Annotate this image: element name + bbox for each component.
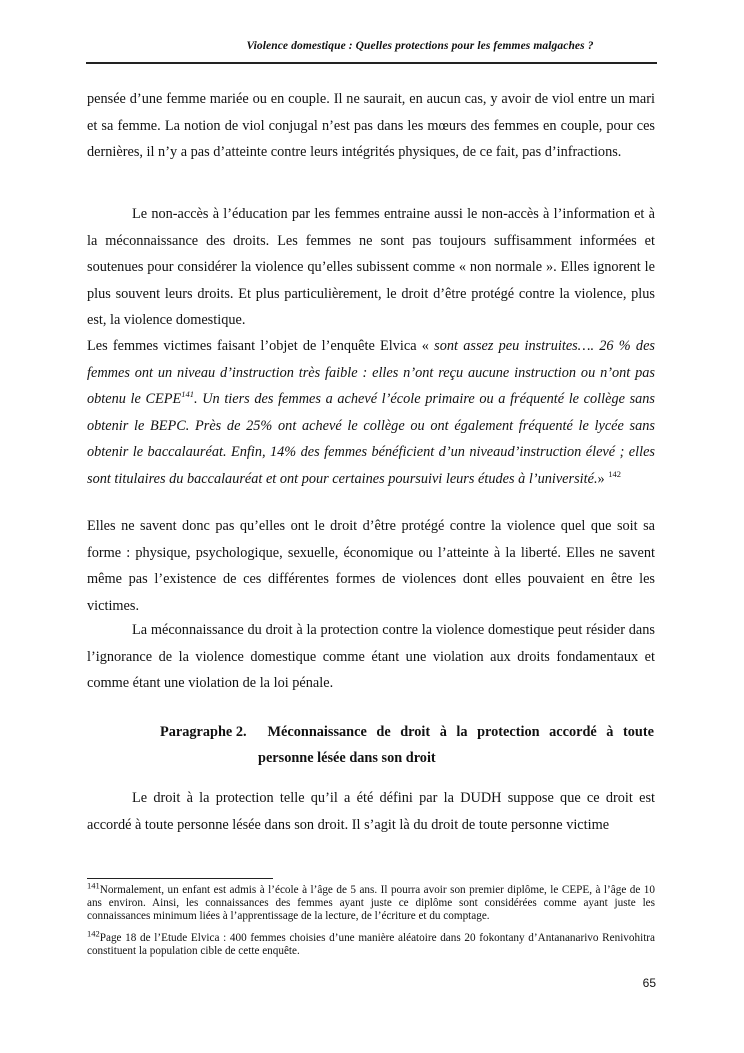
quote-intro: Les femmes victimes faisant l’objet de l’enquête Elvica «: [87, 338, 435, 354]
footnote-number: 142: [87, 928, 100, 939]
page-number: 65: [642, 976, 656, 990]
footnote-ref-142[interactable]: 142: [608, 468, 622, 479]
section-heading-line-2: personne lésée dans son droit: [258, 750, 436, 766]
heading-word: de: [376, 724, 391, 740]
footnote-separator: [87, 878, 273, 879]
section-heading: [160, 719, 654, 771]
heading-word: Méconnaissance: [267, 724, 367, 740]
heading-word: à: [439, 724, 447, 740]
heading-word: à: [606, 724, 614, 740]
footnote-ref-141[interactable]: 141: [181, 389, 194, 400]
footnote-142: [87, 928, 655, 958]
footnote-number: 141: [87, 880, 100, 891]
paragraph-6: Le droit à la protection telle qu’il a été défini par la DUDH suppose que ce droit est accordé à toute personne lésée dans son droit. Il s’agit là du droit de toute personne victime: [87, 790, 655, 833]
paragraph-5: La méconnaissance du droit à la protection contre la violence domestique peut résider dans l’ignorance de la violence domestique comme étant une violation aux droits fondamentaux et comme étant une violation de la loi pénale.: [87, 622, 655, 691]
elvica-quote-part-1: sont assez peu instruites…. 26 % des femmes ont un niveau d’instruction très faible : elles n’ont reçu aucune instruction ou n’ont pas obtenu le CEPE: [87, 338, 655, 407]
header-rule: [86, 62, 657, 64]
footnote-text: Normalement, un enfant est admis à l’école à l’âge de 5 ans. Il pourra avoir son premier diplôme, le CEPE, à l’âge de 10 ans environ. Ainsi, les connaissances des femmes ayant juste ce diplôme sont considérées comme ayant juste les connaissances minimum liées à l’apprentissage de la lecture, de l’écriture et du comptage.: [87, 884, 655, 922]
footnote-text: Page 18 de l’Etude Elvica : 400 femmes choisies d’une manière aléatoire dans 20 fokontany d’Antananarivo Renivohitra constituent la population cible de cette enquête.: [87, 932, 655, 957]
heading-word: droit: [400, 724, 431, 740]
heading-word: toute: [623, 724, 654, 740]
section-heading-line-1: [160, 719, 654, 745]
elvica-quote-part-2: . Un tiers des femmes a achevé l’école primaire ou a fréquenté le collège sans obtenir le BEPC. Près de 25% ont achevé le collège ou ont également fréquenté le lycée sans obtenir le baccalauréat. Enfin, 14% des femmes bénéficient d’un niveaud’instruction élevé ; elles sont titulaires du baccalauréat et ont pour certaines poursuivi leurs études à l’université.: [87, 391, 655, 487]
paragraph-2: Le non-accès à l’éducation par les femmes entraine aussi le non-accès à l’information et à la méconnaissance des droits. Les femmes ne sont pas toujours suffisamment informées et soutenues pour considérer la violence qu’elles subissent comme « non normale ». Elles ignorent le plus souvent leurs droits. Et plus particulièrement, le droit d’être protégé contre la violence, plus est, la violence domestique.: [87, 206, 655, 328]
heading-word: protection: [477, 724, 540, 740]
heading-word: la: [456, 724, 468, 740]
section-heading-label: Paragraphe 2.: [160, 724, 247, 740]
quote-close: »: [597, 470, 609, 487]
paragraph-4: Elles ne savent donc pas qu’elles ont le droit d’être protégé contre la violence quel que soit sa forme : physique, psychologique, sexuelle, économique ou l’atteinte à la liberté. Elles ne savent même pas l’existence de ces différentes formes de violences dont elles pouvaient en être les victimes.: [87, 518, 655, 614]
footnote-141: [87, 880, 655, 923]
paragraph-1: pensée d’une femme mariée ou en couple. Il ne saurait, en aucun cas, y avoir de viol entre un mari et sa femme. La notion de viol conjugal n’est pas dans les mœurs des femmes en couple, pour ces dernières, il n’y a pas d’atteinte contre leurs intégrités physiques, de ce fait, pas d’infractions.: [87, 91, 655, 160]
running-header: Violence domestique : Quelles protections pour les femmes malgaches ?: [246, 40, 594, 52]
heading-word: accordé: [549, 724, 597, 740]
paragraph-3: [87, 333, 655, 492]
